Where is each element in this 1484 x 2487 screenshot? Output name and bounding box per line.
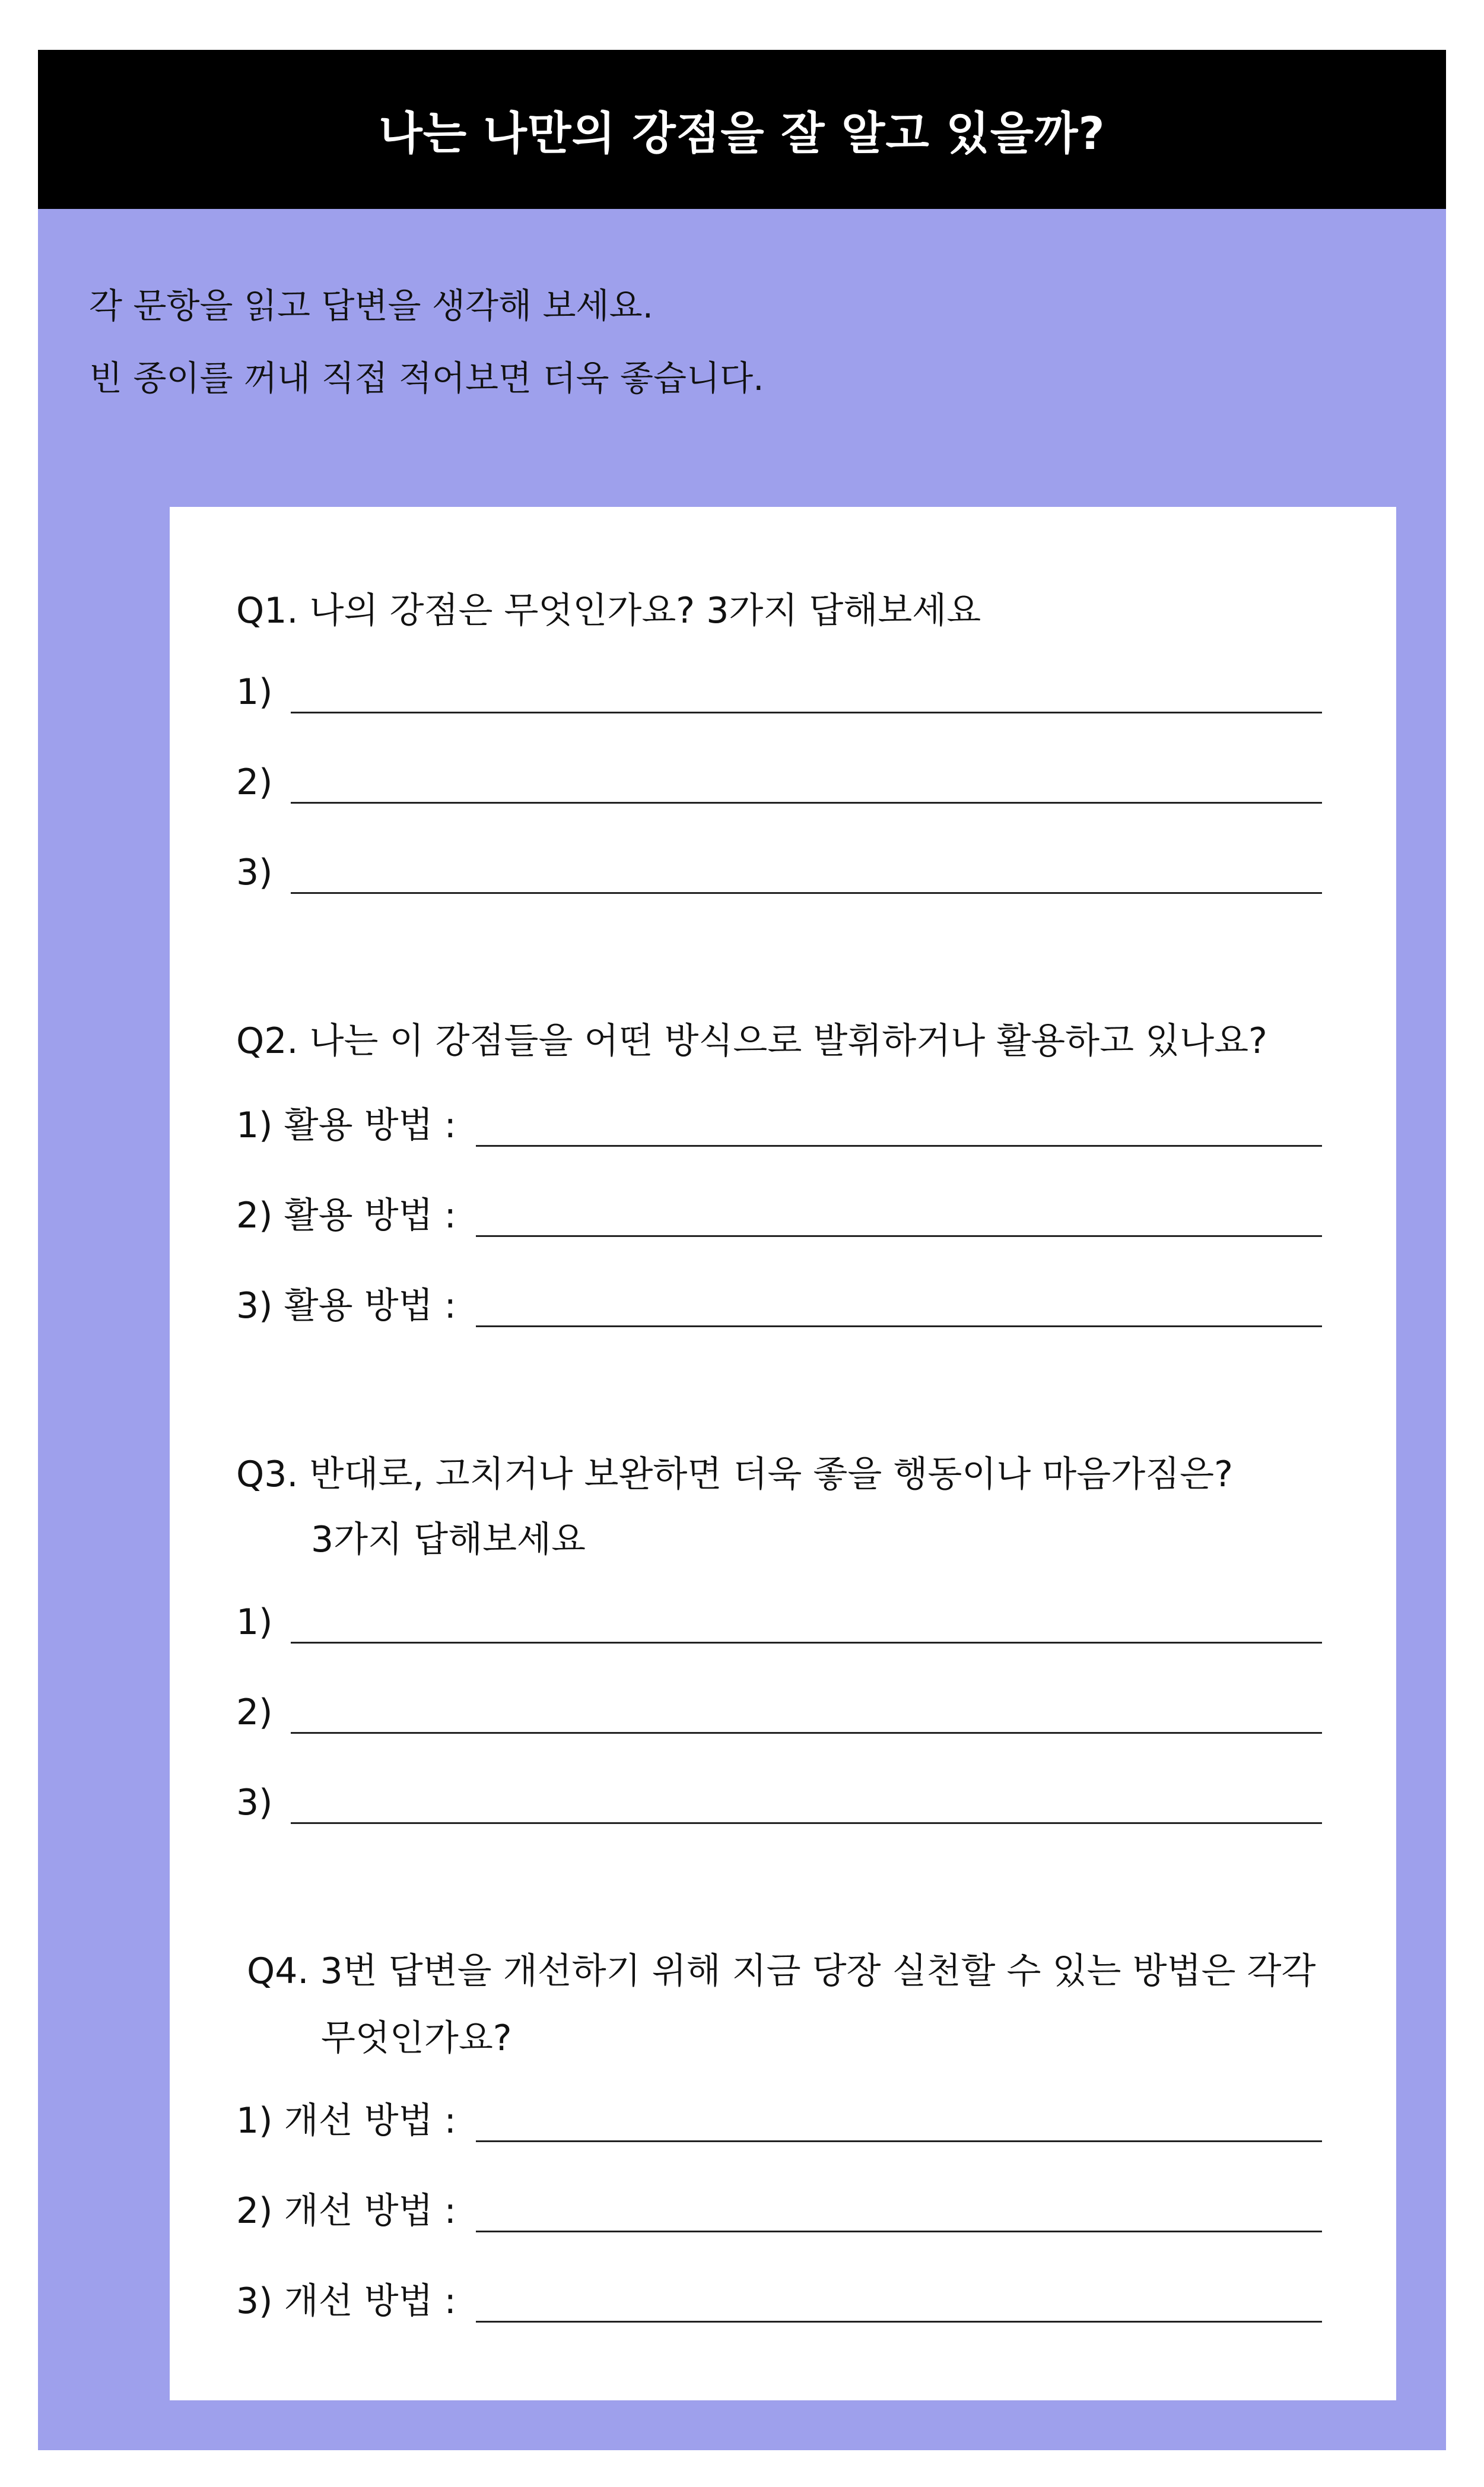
- answer-label: 1) 개선 방법 :: [236, 2100, 456, 2142]
- answer-line[interactable]: [291, 801, 1322, 804]
- question-4-title: Q4. 3번 답변을 개선하기 위해 지금 당장 실천할 수 있는 방법은 각각: [247, 1950, 1316, 1992]
- answer-row[interactable]: [236, 1262, 1322, 1327]
- question-4-subtitle: 무엇인가요?: [321, 2017, 512, 2059]
- answer-row[interactable]: [236, 1081, 1322, 1147]
- answer-row[interactable]: [236, 2167, 1322, 2232]
- instruction-line: 각 문항을 읽고 답변을 생각해 보세요.: [89, 286, 654, 326]
- answer-label: 2) 개선 방법 :: [236, 2190, 456, 2232]
- answer-row[interactable]: [236, 1578, 1322, 1644]
- answer-number: 1): [236, 671, 273, 713]
- answer-row[interactable]: [236, 1668, 1322, 1734]
- answer-number: 2): [236, 1692, 273, 1733]
- question-3-subtitle: 3가지 답해보세요: [311, 1519, 586, 1560]
- page-title: 나는 나만의 강점을 잘 알고 있을까?: [38, 50, 1446, 209]
- answer-row[interactable]: [236, 829, 1322, 894]
- answer-line[interactable]: [291, 1731, 1322, 1734]
- answer-label: 3) 개선 방법 :: [236, 2280, 456, 2322]
- instruction-line: 빈 종이를 꺼내 직접 적어보면 더욱 좋습니다.: [89, 358, 764, 398]
- answer-line[interactable]: [291, 710, 1322, 713]
- answer-row[interactable]: [236, 1759, 1322, 1824]
- answer-number: 2): [236, 762, 273, 803]
- worksheet-frame: [38, 50, 1446, 2450]
- answer-row[interactable]: [236, 2077, 1322, 2142]
- answer-line[interactable]: [476, 1234, 1322, 1237]
- answer-line[interactable]: [291, 891, 1322, 894]
- question-card: [170, 507, 1396, 2400]
- answer-row[interactable]: [236, 1172, 1322, 1237]
- answer-line[interactable]: [291, 1641, 1322, 1644]
- question-1-title: Q1. 나의 강점은 무엇인가요? 3가지 답해보세요: [236, 590, 981, 632]
- answer-label: 1) 활용 방법 :: [236, 1105, 456, 1146]
- answer-line[interactable]: [476, 2139, 1322, 2142]
- answer-label: 3) 활용 방법 :: [236, 1285, 456, 1327]
- instructions: [89, 269, 764, 414]
- answer-number: 3): [236, 1782, 273, 1823]
- answer-line[interactable]: [476, 1324, 1322, 1327]
- answer-number: 3): [236, 852, 273, 893]
- answer-row[interactable]: [236, 648, 1322, 713]
- answer-line[interactable]: [476, 2229, 1322, 2232]
- answer-row[interactable]: [236, 738, 1322, 804]
- answer-line[interactable]: [476, 2320, 1322, 2323]
- answer-label: 2) 활용 방법 :: [236, 1195, 456, 1236]
- question-2-title: Q2. 나는 이 강점들을 어떤 방식으로 발휘하거나 활용하고 있나요?: [236, 1020, 1267, 1062]
- answer-number: 1): [236, 1601, 273, 1643]
- answer-row[interactable]: [236, 2257, 1322, 2323]
- answer-line[interactable]: [291, 1821, 1322, 1824]
- question-3-title: Q3. 반대로, 고치거나 보완하면 더욱 좋을 행동이나 마음가짐은?: [236, 1454, 1233, 1495]
- answer-line[interactable]: [476, 1144, 1322, 1147]
